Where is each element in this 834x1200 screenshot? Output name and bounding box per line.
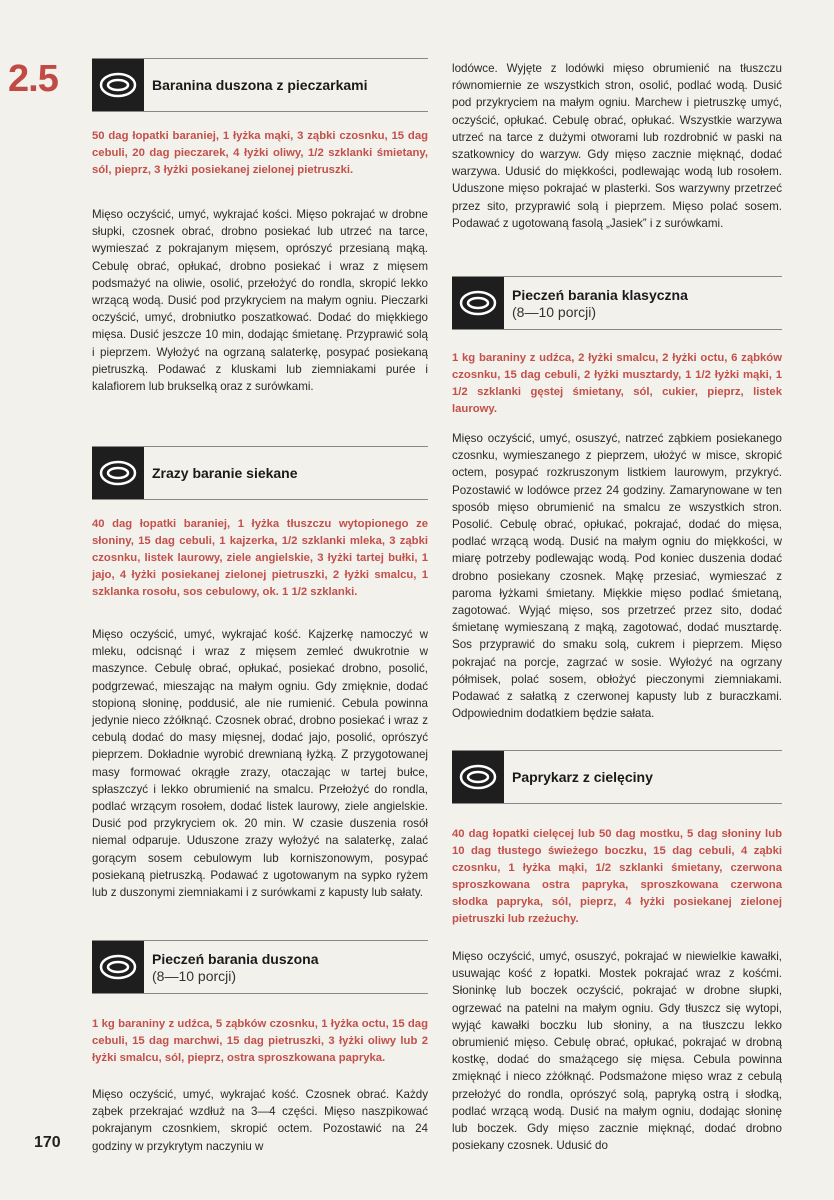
dish-icon — [452, 277, 504, 329]
recipe-method: Mięso oczyścić, umyć, osuszyć, pokrajać w niewielkie kawałki, usuwając kość z łopatki. Mostek pokrajać wraz z kośćmi. Słoninkę lub boczek oczyścić, pokrajać w drobne słupki, ogrzewać na patelni na małym ogniu. Gdy tłuszcz się wytopi, wyjąć kawałki boczku lub słoniny, a na tłuszczu lekko obrumienić mięso. Cebulę obrać, opłukać, pokrajać w drobną kostkę, dodać do smażącego się mięsa. Cebula powinna zmięknąć i nieco zżółknąć. Podsmażone mięso wraz z cebulą przełożyć do rondla, oprószyć solą, papryką ostrą i słodką, podlać wrzącą wodą. Dusić na małym ogniu, dodając słoninę lub boczek. Gdy mięso zacznie mięknąć, dodać drobno posiekany czosnek. Udusić do — [452, 950, 782, 1153]
recipe-header — [452, 276, 782, 330]
recipe-title: Baranina duszona z pieczarkami — [152, 77, 368, 93]
recipe-header — [452, 750, 782, 804]
recipe-header — [92, 940, 428, 994]
recipe-ingredients: 1 kg baraniny z udźca, 5 ząbków czosnku, 1 łyżka octu, 15 dag cebuli, 15 dag marchwi, 15 dag pietruszki, 3 łyżki oliwy lub 2 łyżki smalcu, sól, pieprz, ostra sproszkowana papryka. — [92, 1018, 428, 1064]
recipe-method: Mięso oczyścić, umyć, osuszyć, natrzeć ząbkiem posiekanego czosnku, wymieszanego z pieprzem, ułożyć w misce, skropić octem, posypać rozkruszonym listkiem laurowym, przykryć. Pozostawić w lodówce przez 24 godziny. Zamarynowane w ten sposób mięso obrumienić na smalcu ze wszystkich stron. Posolić. Cebulę obrać, opłukać, pokrajać, dodać do mięsa, podlać wrzącą wodą. Dusić na małym ogniu do miękkości, w miarę potrzeby podlewając wodą. Pod koniec duszenia dodać drobno posiekany czosnek. Mąkę przesiać, wymieszać z paroma łyżkami śmietany. Miękkie mięso podlać śmietaną, zagotować. Wyjąć mięso, sos przetrzeć przez sito, dodać śmietanę wymieszaną z mąką, zagotować, dodać musztardę. Sos przyprawić do smaku solą, cukrem i pieprzem. Mięso pokrajać na porcje, zagrzać w sosie. Wyłożyć na ogrzany półmisek, polać sosem, obłożyć pieczonymi ziemniakami. Podawać z sałatką z czerwonej kapusty lub z buraczkami. Odpowiednim dodatkiem będzie sałata. — [452, 432, 782, 721]
page-number: 170 — [34, 1134, 61, 1151]
recipe-method: Mięso oczyścić, umyć, wykrajać kość. Kajzerkę namoczyć w mleku, odcisnąć i wraz z mięsem zemleć dwukrotnie w maszynce. Cebulę obrać, opłukać, posiekać drobno, posolić, podgrzewać, mieszając na małym ogniu. Gdy zmięknie, dodać stopioną słoninę, poddusić, ale nie rumienić. Cebula powinna jedynie nieco zżółknąć. Czosnek obrać, drobno posiekać i wraz z cebulą dodać do masy mięsnej, dodać jajo, posolić, oprószyć pieprzem. Dokładnie wyrobić drewnianą łyżką. Z przygotowanej masy formować okrągłe zrazy, otaczając w tartej bułce, spłaszczyć i lekko obrumienić na smalcu. Przełożyć do rondla, podlać wrzącym rosołem, dodać listek laurowy, ziele angielskie. Dusić pod przykryciem ok. 20 min. W czasie duszenia rosół niemal odparuje. Uduszone zrazy wyłożyć na salaterkę, zalać gorącym sosem cebulowym lub korniszonowym, posypać posiekaną pietruszką. Podawać z ugotowanym na sypko ryżem lub z duszonymi ziemniakami i z surówkami z kapusty lub sałaty. — [92, 628, 428, 900]
dish-icon — [92, 447, 144, 499]
recipe-title: Pieczeń barania klasyczna — [512, 286, 688, 303]
recipe-header — [92, 446, 428, 500]
recipe-ingredients: 40 dag łopatki cielęcej lub 50 dag mostku, 5 dag słoniny lub 10 dag tłustego świeżego boczku, 15 dag cebuli, 4 ząbki czosnku, 1 łyżka mąki, 1/2 szklanki śmietany, czerwona sproszkowana ostra papryka, sproszkowana czerwona słodka papryka, sól, pieprz, 4 łyżki posiekanej zielonej pietruszki lub rzeżuchy. — [452, 828, 782, 925]
dish-icon — [92, 59, 144, 111]
section-number: 2.5 — [8, 58, 58, 100]
recipe-header — [92, 58, 428, 112]
recipe-ingredients: 40 dag łopatki baraniej, 1 łyżka tłuszczu wytopionego ze słoniny, 15 dag cebuli, 1 kajzerka, 1/2 szklanki mleka, 3 ząbki czosnku, listek laurowy, ziele angielskie, 3 łyżki tartej bułki, 1 jajo, 4 łyżki posiekanej zielonej pietruszki, 2 łyżki smalcu, 1 szklanka rosołu, sos cebulowy, ok. 1 1/2 szklanki. — [92, 518, 428, 598]
dish-icon — [452, 751, 504, 803]
recipe-title: Paprykarz z cielęciny — [512, 769, 653, 785]
recipe-ingredients: 1 kg baraniny z udźca, 2 łyżki smalcu, 2 łyżki octu, 6 ząbków czosnku, 15 dag cebuli, 2 łyżki musztardy, 1 1/2 łyżki mąki, 1 1/2 szklanki gęstej śmietany, sól, cukier, pieprz, listek laurowy. — [452, 352, 782, 415]
recipe-portions: (8—10 porcji) — [152, 967, 237, 984]
recipe-portions: (8—10 porcji) — [512, 303, 597, 320]
recipe-ingredients: 50 dag łopatki baraniej, 1 łyżka mąki, 3 ząbki czosnku, 15 dag cebuli, 20 dag pieczarek, 4 łyżki oliwy, 1/2 szklanki śmietany, sól, pieprz, 3 łyżki posiekanej zielonej pietruszki. — [92, 130, 428, 176]
recipe-method: Mięso oczyścić, umyć, wykrajać kość. Czosnek obrać. Każdy ząbek przekrajać wzdłuż na 3—4 części. Mięso naszpikować pokrajanym czosnkiem, skropić octem. Pozostawić na 24 godziny w przykrytym naczyniu w — [92, 1088, 428, 1153]
dish-icon — [92, 941, 144, 993]
recipe-method: Mięso oczyścić, umyć, wykrajać kości. Mięso pokrajać w drobne słupki, czosnek obrać, drobno posiekać lub utrzeć na tarce, wymieszać z pokrajanym mięsem, oprószyć przesianą mąką. Cebulę obrać, opłukać, drobno posiekać i wraz z mięsem podsmażyć na oliwie, osolić, przełożyć do rondla, skropić lekko wrzącą wodą. Dusić pod przykryciem na małym ogniu. Pieczarki oczyścić, umyć, drobniutko poszatkować. Dodać do miękkiego mięsa. Dusić jeszcze 10 min, dodając śmietanę. Przyprawić solą i pieprzem. Wyłożyć na ogrzaną salaterkę, posypać posiekaną pietruszką. Podawać z kluskami lub ziemniakami purée i kalafiorem lub brukselką oraz z surówkami. — [92, 208, 428, 394]
recipe-title: Zrazy baranie siekane — [152, 465, 298, 481]
recipe-method-continued: lodówce. Wyjęte z lodówki mięso obrumienić na tłuszczu równomiernie ze wszystkich stron, osolić, podlać wodą. Dusić pod przykryciem na małym ogniu. Marchew i pietruszkę umyć, oczyścić, opłukać. Cebulę obrać, opłukać. Wszystkie warzywa utrzeć na tarce z dużymi otworami lub rozdrobnić w paski na szatkownicy do warzyw. Gdy mięso zacznie mięknąć, dodać warzywa. Udusić do miękkości, podlewając wodą lub rosołem. Uduszone mięso pokrajać w plasterki. Sos warzywny przetrzeć przez sito, przyprawić solą i pieprzem. Mięso polać sosem. Podawać z ugotowaną fasolą „Jasiek” i z surówkami. — [452, 62, 782, 230]
recipe-title: Pieczeń barania duszona — [152, 950, 319, 967]
